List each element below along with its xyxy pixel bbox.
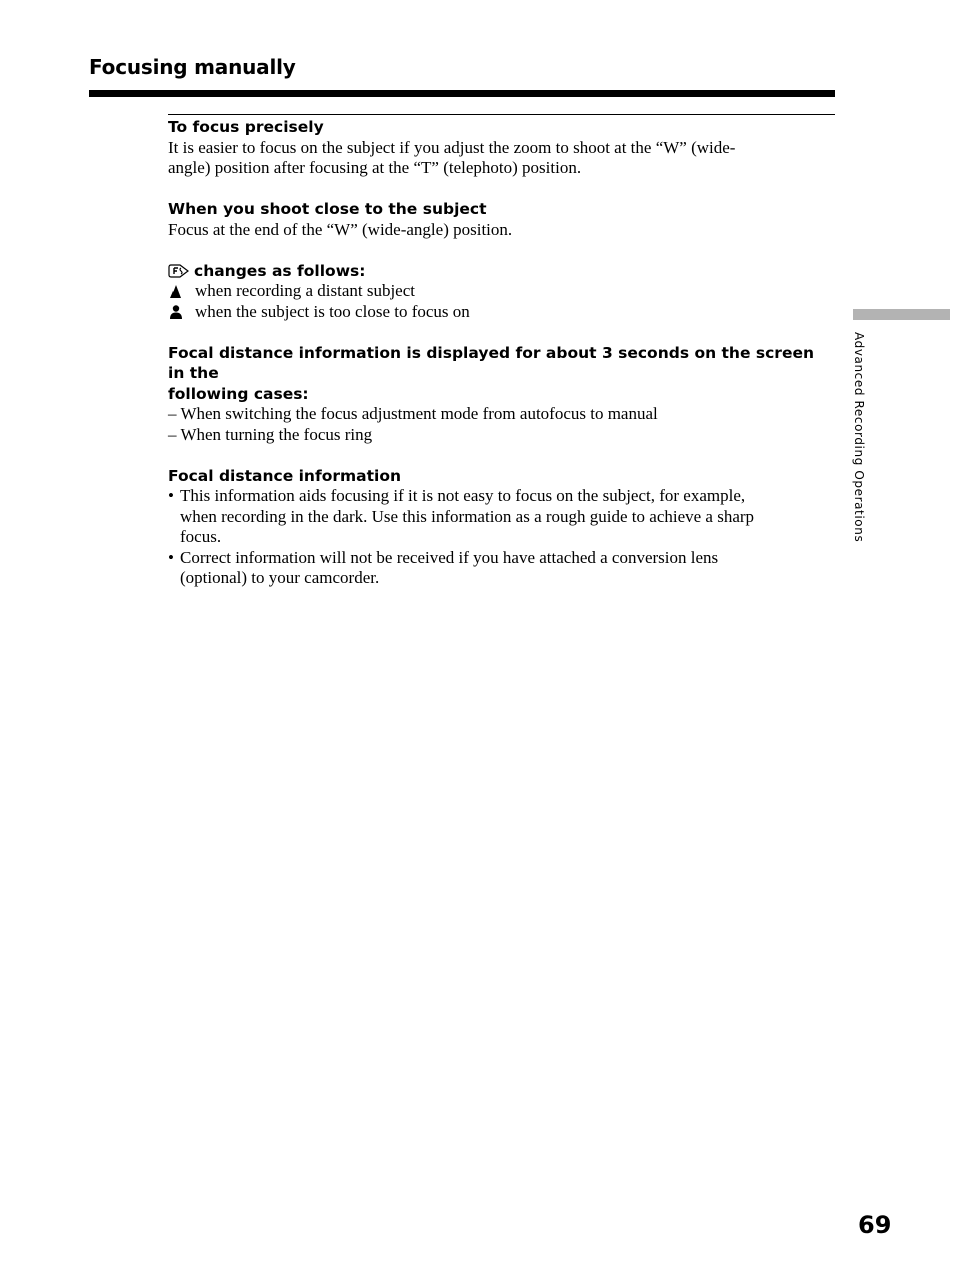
- body-text: Correct information will not be received if you have attached a conversion lens: [180, 547, 719, 567]
- manual-focus-icon: [168, 263, 190, 279]
- section-heading: When you shoot close to the subject: [168, 200, 487, 218]
- page-title: Focusing manually: [89, 55, 296, 79]
- list-item: – When switching the focus adjustment mode from autofocus to manual: [168, 404, 658, 423]
- section-heading: following cases:: [168, 384, 309, 403]
- section-heading: changes as follows:: [194, 261, 366, 280]
- section-focus-precisely: [168, 117, 828, 179]
- indicator-row-distant: [168, 281, 828, 302]
- indicator-text: when the subject is too close to focus on: [195, 301, 470, 321]
- section-heading: To focus precisely: [168, 118, 324, 136]
- distant-subject-icon: [168, 283, 186, 299]
- body-text: angle) position after focusing at the “T” (telephoto) position.: [168, 158, 582, 177]
- body-text: Focus at the end of the “W” (wide-angle) position.: [168, 219, 513, 239]
- section-shoot-close: [168, 199, 828, 240]
- body-text: when recording in the dark. Use this information as a rough guide to achieve a sharp: [180, 506, 755, 526]
- section-indicator-changes: [168, 261, 828, 323]
- bullet-icon: •: [168, 547, 174, 567]
- title-rule: [89, 90, 835, 97]
- bullet-icon: •: [168, 486, 174, 505]
- near-subject-icon: [168, 304, 186, 320]
- list-item: [168, 548, 828, 589]
- section-heading: Focal distance information is displayed for about 3 seconds on the screen in the: [168, 343, 814, 382]
- changes-heading-row: [168, 261, 828, 282]
- body-text: This information aids focusing if it is not easy to focus on the subject, for example,: [180, 486, 746, 505]
- indicator-row-near: [168, 302, 828, 323]
- section-rule: [168, 114, 835, 115]
- page-number: 69: [858, 1211, 892, 1239]
- section-focal-cases: [168, 343, 828, 446]
- main-content: [168, 117, 828, 609]
- body-text: focus.: [180, 527, 222, 546]
- body-text: It is easier to focus on the subject if you adjust the zoom to shoot at the “W” (wide-: [168, 137, 736, 157]
- body-text: (optional) to your camcorder.: [180, 568, 380, 587]
- indicator-text: when recording a distant subject: [195, 281, 415, 300]
- chapter-label: Advanced Recording Operations: [852, 332, 866, 543]
- chapter-tab: [853, 309, 950, 320]
- section-focal-info: [168, 466, 828, 589]
- list-item: – When turning the focus ring: [168, 424, 373, 444]
- list-item: [168, 486, 828, 548]
- section-heading: Focal distance information: [168, 466, 401, 485]
